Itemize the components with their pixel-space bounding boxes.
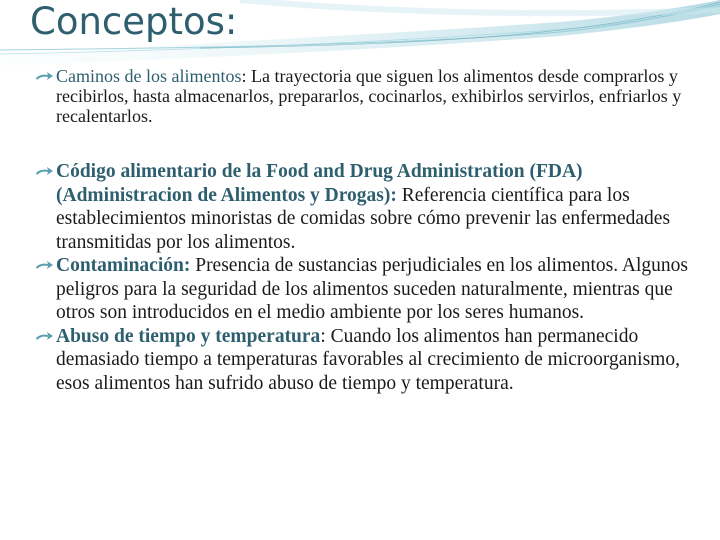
bullet-item-codigo — [32, 160, 700, 254]
bullet-list-main — [32, 160, 700, 395]
definition-codigo: Referencia científica para los establecimientos minoristas de comidas sobre cómo prevenir las enfermedades transmitidas por los alimentos. — [56, 184, 671, 253]
definition-caminos: La trayectoria que siguen los alimentos desde comprarlos y recibirlos, hasta almacenarlos, prepararlos, cocinarlos, exhibirlos servirlos, enfriarlos y recalentarlos. — [56, 66, 682, 126]
bullet-icon — [34, 325, 54, 347]
bullet-icon — [34, 160, 54, 182]
definition-contaminacion: Presencia de sustancias perjudiciales en los alimentos. Algunos peligros para la seguridad de los alimentos suceden naturalmente, mientras que otros son introducidos en el medio ambiente por los seres humanos. — [56, 255, 689, 323]
bullet-item-caminos — [32, 66, 700, 126]
bullet-icon — [34, 66, 54, 86]
slide-title: Conceptos: — [30, 0, 238, 43]
term-codigo: Código alimentario de la Food and Drug Administration (FDA) (Administracion de Alimentos y Drogas): — [56, 161, 583, 206]
term-abuso: Abuso de tiempo y temperatura — [56, 325, 321, 347]
bullet-icon — [34, 254, 54, 276]
term-caminos: Caminos de los alimentos — [56, 66, 242, 86]
bullet-list-first — [32, 66, 700, 126]
term-contaminacion: Contaminación: — [56, 255, 191, 276]
definition-abuso: Cuando los alimentos han permanecido demasiado tiempo a temperaturas favorables al crecimiento de microorganismo, esos alimentos han sufrido abuso de tiempo y temperatura. — [56, 325, 680, 394]
term-separator: : — [241, 66, 251, 86]
bullet-item-contaminacion — [32, 254, 700, 325]
term-separator: : — [320, 325, 331, 347]
bullet-item-abuso — [32, 325, 700, 396]
